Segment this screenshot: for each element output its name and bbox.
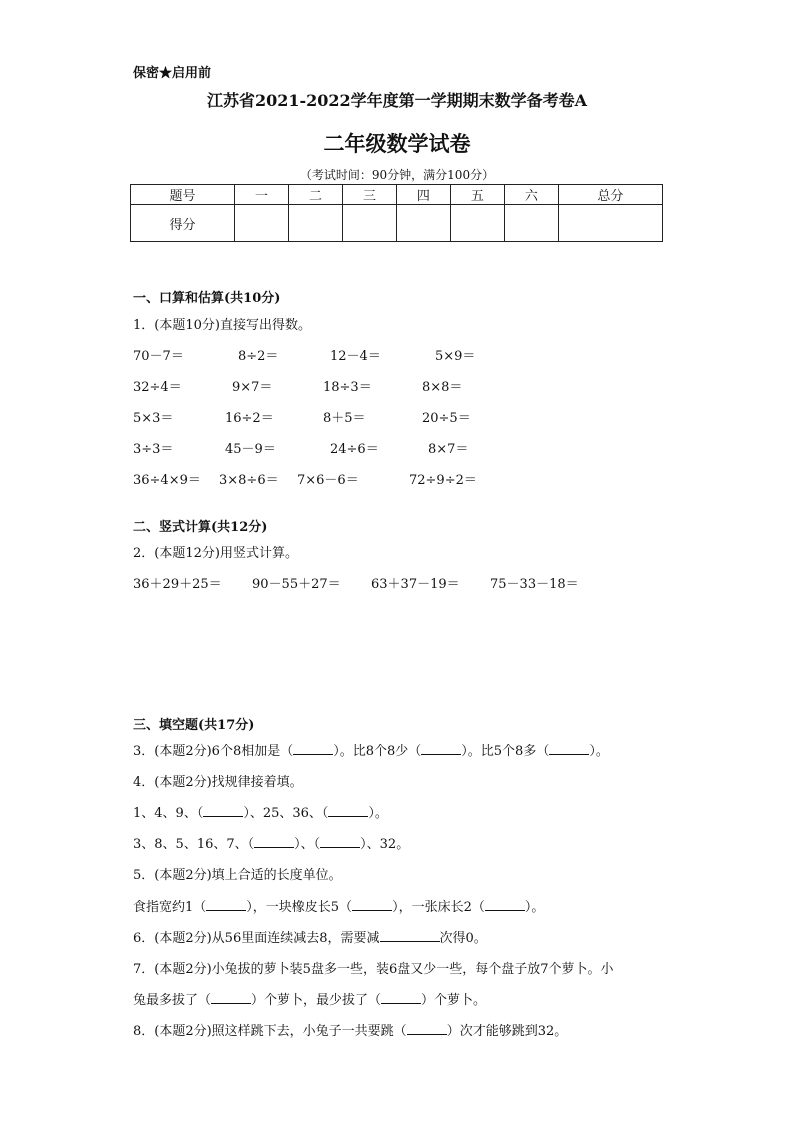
question-6 bbox=[133, 927, 487, 946]
answer-blank[interactable] bbox=[293, 754, 333, 755]
question-5a bbox=[133, 896, 544, 915]
question-text: 8．(本题2分)照这样跳下去，小兔子一共要跳（ bbox=[133, 1024, 407, 1039]
score-table-cell: 四 bbox=[396, 185, 450, 205]
answer-blank[interactable] bbox=[407, 1034, 447, 1035]
question-text: 次得0。 bbox=[439, 931, 487, 946]
score-input-cell[interactable] bbox=[450, 205, 504, 242]
score-input-cell[interactable] bbox=[558, 205, 662, 242]
score-table bbox=[130, 184, 663, 242]
exam-title: 江苏省2021-2022学年度第一学期期末数学备考卷A bbox=[206, 91, 588, 110]
exam-info: （考试时间：90分钟，满分100分） bbox=[299, 168, 495, 182]
score-table-cell: 题号 bbox=[131, 185, 235, 205]
question-text: ）个萝卜，最少拔了（ bbox=[251, 993, 382, 1008]
question-text: 食指宽约1（ bbox=[133, 900, 207, 915]
vertical-calc-item: 63＋37－19＝ bbox=[371, 577, 460, 592]
question-text: 6．(本题2分)从56里面连续减去8，需要减 bbox=[133, 931, 380, 946]
oral-calc-item: 16÷2＝ bbox=[225, 411, 274, 426]
oral-calc-item: 72÷9÷2＝ bbox=[409, 473, 477, 488]
score-table-cell: 二 bbox=[289, 185, 343, 205]
oral-calc-item: 3×8÷6＝ bbox=[219, 473, 279, 488]
question-text: 3．(本题2分)6个8相加是（ bbox=[133, 744, 294, 759]
oral-calc-item: 5×9＝ bbox=[435, 349, 476, 364]
oral-calc-item: 70－7＝ bbox=[133, 349, 184, 364]
score-table-header-row bbox=[131, 185, 663, 205]
section3-heading: 三、填空题(共17分) bbox=[133, 718, 255, 733]
question-4: 4．(本题2分)找规律接着填。 bbox=[133, 775, 303, 790]
oral-calc-item: 8×8＝ bbox=[422, 380, 463, 395]
oral-calc-item: 12－4＝ bbox=[330, 349, 381, 364]
question-4a bbox=[133, 802, 388, 821]
question-text: ）。 bbox=[524, 900, 545, 915]
section2-heading: 二、竖式计算(共12分) bbox=[133, 520, 268, 535]
question-text: ）。 bbox=[589, 744, 609, 759]
vertical-calc-item: 90－55＋27＝ bbox=[252, 577, 341, 592]
oral-calc-item: 8＋5＝ bbox=[323, 411, 366, 426]
score-table-cell: 六 bbox=[504, 185, 558, 205]
answer-blank[interactable] bbox=[328, 816, 368, 817]
question-7: 7．(本题2分)小兔拔的萝卜装5盘多一些，装6盘又少一些，每个盘子放7个萝卜。小 bbox=[133, 962, 614, 977]
answer-blank[interactable] bbox=[203, 816, 243, 817]
oral-calc-item: 24÷6＝ bbox=[330, 442, 379, 457]
score-table-score-row bbox=[131, 205, 663, 242]
oral-calc-item: 45－9＝ bbox=[225, 442, 276, 457]
question-text: ），一块橡皮长5（ bbox=[246, 900, 353, 915]
question-4b bbox=[133, 833, 409, 852]
score-input-cell[interactable] bbox=[342, 205, 396, 242]
score-table-cell: 得分 bbox=[131, 205, 235, 242]
answer-blank[interactable] bbox=[320, 847, 360, 848]
question-text: ）、32。 bbox=[360, 837, 410, 852]
oral-calc-item: 20÷5＝ bbox=[422, 411, 471, 426]
question-text: ）、（ bbox=[294, 837, 321, 852]
question-text: 兔最多拔了（ bbox=[133, 993, 212, 1008]
score-input-cell[interactable] bbox=[289, 205, 343, 242]
question-5: 5．(本题2分)填上合适的长度单位。 bbox=[133, 868, 342, 883]
oral-calc-item: 5×3＝ bbox=[133, 411, 174, 426]
question-text: ）、25、36、（ bbox=[243, 806, 329, 821]
score-input-cell[interactable] bbox=[504, 205, 558, 242]
score-table-cell: 一 bbox=[235, 185, 289, 205]
oral-calc-item: 7×6－6＝ bbox=[297, 473, 359, 488]
question-text: ）。比5个8多（ bbox=[461, 744, 550, 759]
answer-blank[interactable] bbox=[421, 754, 461, 755]
question-2: 2．(本题12分)用竖式计算。 bbox=[133, 546, 298, 561]
question-8 bbox=[133, 1020, 567, 1039]
question-text: ），一张床长2（ bbox=[392, 900, 485, 915]
oral-calc-item: 32÷4＝ bbox=[133, 380, 182, 395]
confidential-label: 保密★启用前 bbox=[133, 66, 212, 81]
question-3 bbox=[133, 740, 609, 759]
score-table-cell: 三 bbox=[342, 185, 396, 205]
question-text: 1、4、9、（ bbox=[133, 806, 204, 821]
answer-blank[interactable] bbox=[485, 910, 525, 911]
score-table-cell: 五 bbox=[450, 185, 504, 205]
question-1: 1．(本题10分)直接写出得数。 bbox=[133, 318, 311, 333]
question-text: 3、8、5、16、7、（ bbox=[133, 837, 255, 852]
answer-blank[interactable] bbox=[211, 1003, 251, 1004]
answer-blank[interactable] bbox=[549, 754, 589, 755]
oral-calc-item: 9×7＝ bbox=[232, 380, 273, 395]
score-input-cell[interactable] bbox=[396, 205, 450, 242]
oral-calc-item: 36÷4×9＝ bbox=[133, 473, 201, 488]
answer-blank[interactable] bbox=[352, 910, 392, 911]
answer-blank[interactable] bbox=[206, 910, 246, 911]
vertical-calc-item: 36＋29＋25＝ bbox=[133, 577, 222, 592]
oral-calc-item: 8×7＝ bbox=[428, 442, 469, 457]
answer-blank[interactable] bbox=[381, 1003, 421, 1004]
section1-heading: 一、口算和估算(共10分) bbox=[133, 291, 281, 306]
score-input-cell[interactable] bbox=[235, 205, 289, 242]
paper-title: 二年级数学试卷 bbox=[323, 131, 471, 156]
question-text: ）个萝卜。 bbox=[421, 993, 487, 1008]
question-text: ）次才能够跳到32。 bbox=[446, 1024, 568, 1039]
question-text: ）。比8个8少（ bbox=[333, 744, 422, 759]
oral-calc-item: 8÷2＝ bbox=[238, 349, 279, 364]
answer-blank[interactable] bbox=[380, 941, 440, 942]
question-text: ）。 bbox=[368, 806, 388, 821]
score-table-cell: 总分 bbox=[558, 185, 662, 205]
vertical-calc-item: 75－33－18＝ bbox=[490, 577, 579, 592]
answer-blank[interactable] bbox=[254, 847, 294, 848]
oral-calc-item: 3÷3＝ bbox=[133, 442, 174, 457]
oral-calc-item: 18÷3＝ bbox=[323, 380, 372, 395]
question-7-cont bbox=[133, 989, 486, 1008]
